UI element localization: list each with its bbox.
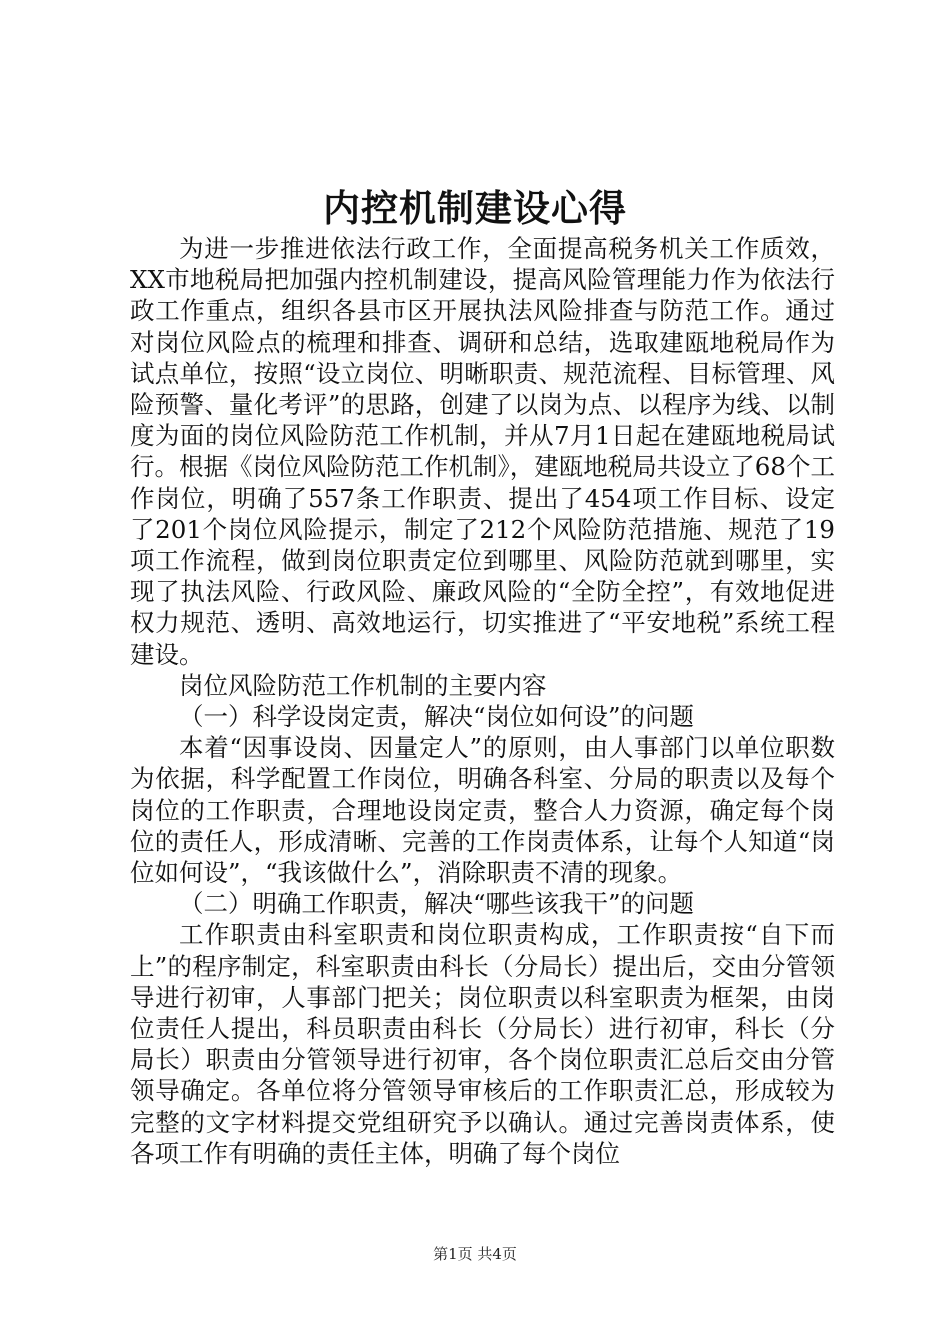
document-body: [130, 233, 835, 1169]
page-footer: 第1页 共4页: [433, 1245, 517, 1263]
subsection-heading-2: （二）明确工作职责，解决“哪些该我干”的问题: [179, 889, 695, 919]
paragraph-subsection-1: 本着“因事设岗、因量定人”的原则，由人事部门以单位职数为依据，科学配置工作岗位，明确各科室、分局的职责以及每个岗位的工作职责，合理地设岗定责，整合人力资源，确定每个岗位的责任人，形成清晰、完善的工作岗责体系，让每个人知道“岗位如何设”，“我该做什么”，消除职责不清的现象。: [130, 733, 835, 888]
subsection-heading-1: （一）科学设岗定责，解决“岗位如何设”的问题: [179, 702, 695, 732]
paragraph-subsection-2: 工作职责由科室职责和岗位职责构成，工作职责按“自下而上”的程序制定，科室职责由科长（分局长）提出后，交由分管领导进行初审，人事部门把关；岗位职责以科室职责为框架，由岗位责任人提出，科员职责由科长（分局长）进行初审，科长（分局长）职责由分管领导进行初审，各个岗位职责汇总后交由分管领导确定。各单位将分管领导审核后的工作职责汇总，形成较为完整的文字材料提交党组研究予以确认。通过完善岗责体系，使各项工作有明确的责任主体，明确了每个岗位: [130, 920, 835, 1168]
paragraph-intro: 为进一步推进依法行政工作，全面提高税务机关工作质效，XX市地税局把加强内控机制建设，提高风险管理能力作为依法行政工作重点，组织各县市区开展执法风险排查与防范工作。通过对岗位风险点的梳理和排查、调研和总结，选取建瓯地税局作为试点单位，按照“设立岗位、明晰职责、规范流程、目标管理、风险预警、量化考评”的思路，创建了以岗为点、以程序为线、以制度为面的岗位风险防范工作机制，并从7月1日起在建瓯地税局试行。根据《岗位风险防范工作机制》，建瓯地税局共设立了68个工作岗位，明确了557条工作职责、提出了454项工作目标、设定了201个岗位风险提示，制定了212个风险防范措施、规范了19项工作流程，做到岗位职责定位到哪里、风险防范就到哪里，实现了执法风险、行政风险、廉政风险的“全防全控”，有效地促进权力规范、透明、高效地运行，切实推进了“平安地税”系统工程建设。: [130, 234, 835, 669]
section-heading-main-content: 岗位风险防范工作机制的主要内容: [179, 670, 547, 700]
document-title: 内控机制建设心得: [323, 186, 627, 230]
